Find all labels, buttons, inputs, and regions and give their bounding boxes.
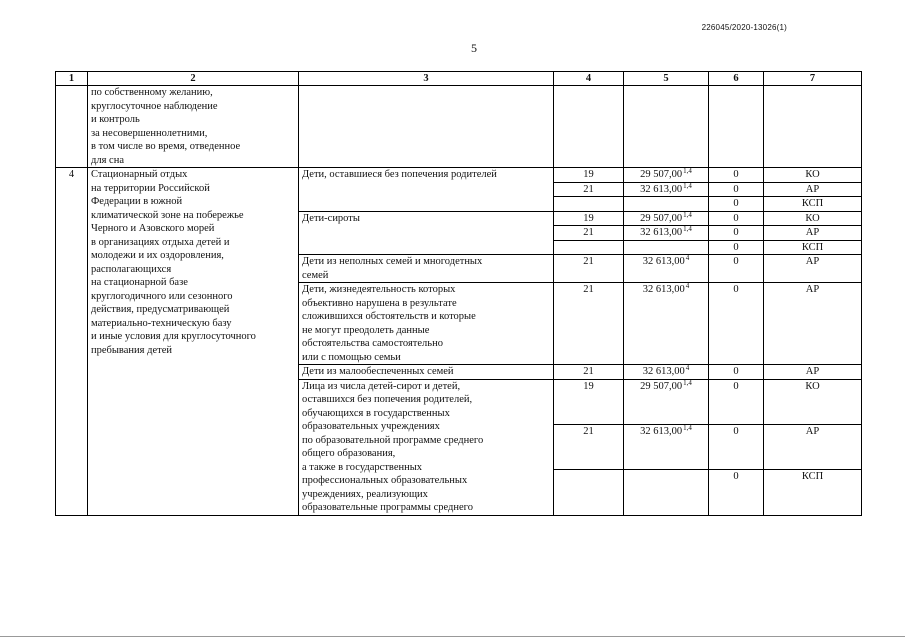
footnote-reference: 1,4 xyxy=(683,423,692,432)
provider-code: АР xyxy=(764,283,862,365)
column-header: 2 xyxy=(88,72,299,86)
recipient-category: Дети из малообеспеченных семей xyxy=(299,365,554,380)
table-cell xyxy=(299,86,554,168)
duration-days: 19 xyxy=(554,211,624,226)
provider-code: АР xyxy=(764,226,862,241)
duration-days: 21 xyxy=(554,255,624,283)
continuation-row xyxy=(56,86,862,168)
cost-cell xyxy=(624,226,709,241)
cost-value: 32 613,00 xyxy=(642,366,685,377)
table-cell xyxy=(764,86,862,168)
copayment-value: 0 xyxy=(709,197,764,212)
table-cell xyxy=(709,86,764,168)
duration-days xyxy=(554,197,624,212)
copayment-value: 0 xyxy=(709,424,764,469)
provider-code: КО xyxy=(764,211,862,226)
cost-cell xyxy=(624,168,709,183)
service-description: Стационарный отдых на территории Российской Федерации в южной климатической зоне на побережье Черного и Азовского морей в организациях отдыха детей и молодежи и их оздоровления, располагающихся на стационарной базе круглогодичного или сезонного действия, предусматривающей материально-техническую базу и иные условия для круглосуточного пребывания детей xyxy=(88,168,299,516)
table-cell xyxy=(56,86,88,168)
cost-value: 32 613,00 xyxy=(642,284,685,295)
cost-cell xyxy=(624,240,709,255)
duration-days xyxy=(554,470,624,515)
document-registration-number: 226045/2020-13026(1) xyxy=(701,23,787,32)
cost-value: 29 507,00 xyxy=(640,169,683,180)
cost-cell xyxy=(624,197,709,212)
cost-value: 32 613,00 xyxy=(640,183,683,195)
copayment-value: 0 xyxy=(709,240,764,255)
footnote-reference: 4 xyxy=(685,282,690,290)
duration-days: 19 xyxy=(554,168,624,183)
duration-days xyxy=(554,240,624,255)
duration-days: 21 xyxy=(554,226,624,241)
footnote-reference: 1,4 xyxy=(683,210,692,219)
cost-value: 29 507,00 xyxy=(640,212,683,224)
column-header: 5 xyxy=(624,72,709,86)
column-header: 7 xyxy=(764,72,862,86)
provider-code: АР xyxy=(764,255,862,283)
table-cell xyxy=(624,86,709,168)
cost-cell xyxy=(624,255,709,283)
copayment-value: 0 xyxy=(709,470,764,515)
duration-days: 21 xyxy=(554,424,624,469)
page-bottom-rule xyxy=(0,636,905,637)
provider-code: КО xyxy=(764,168,862,183)
cost-cell xyxy=(624,470,709,515)
provider-code: КСП xyxy=(764,470,862,515)
provider-code: АР xyxy=(764,182,862,197)
copayment-value: 0 xyxy=(709,365,764,380)
cost-cell xyxy=(624,379,709,424)
provider-code: КО xyxy=(764,379,862,424)
cost-value: 32 613,00 xyxy=(640,425,683,437)
copayment-value: 0 xyxy=(709,283,764,365)
copayment-value: 0 xyxy=(709,226,764,241)
cost-value: 29 507,00 xyxy=(640,380,683,392)
cost-value: 32 613,00 xyxy=(642,256,685,267)
table-row xyxy=(56,168,862,183)
recipient-category: Лица из числа детей-сирот и детей, оставшихся без попечения родителей, обучающихся в государственных образовательных учреждениях по образовательной программе среднего общего образования, а также в государственных профессиональных образовательных учреждениях, реализующих образовательные программы среднего xyxy=(299,379,554,515)
footnote-reference: 4 xyxy=(685,254,690,262)
cost-value: 32 613,00 xyxy=(640,227,683,238)
cost-cell xyxy=(624,182,709,197)
duration-days: 21 xyxy=(554,365,624,380)
duration-days: 21 xyxy=(554,182,624,197)
column-number-header-row xyxy=(56,72,862,86)
cost-cell xyxy=(624,283,709,365)
column-header: 3 xyxy=(299,72,554,86)
footnote-reference: 1,4 xyxy=(683,181,692,190)
duration-days: 21 xyxy=(554,283,624,365)
tariff-table xyxy=(55,71,862,516)
cost-cell xyxy=(624,211,709,226)
cost-cell xyxy=(624,424,709,469)
service-description-continued: по собственному желанию, круглосуточное наблюдение и контроль за несовершеннолетними, в том числе во время, отведенное для сна xyxy=(88,86,299,168)
footnote-reference: 1,4 xyxy=(683,225,692,233)
provider-code: АР xyxy=(764,365,862,380)
copayment-value: 0 xyxy=(709,211,764,226)
provider-code: КСП xyxy=(764,240,862,255)
table-cell xyxy=(554,86,624,168)
copayment-value: 0 xyxy=(709,255,764,283)
footnote-reference: 4 xyxy=(685,364,690,372)
footnote-reference: 1,4 xyxy=(683,167,692,175)
cost-cell xyxy=(624,365,709,380)
row-number: 4 xyxy=(56,168,88,516)
column-header: 4 xyxy=(554,72,624,86)
recipient-category: Дети-сироты xyxy=(299,211,554,255)
provider-code: АР xyxy=(764,424,862,469)
recipient-category: Дети, оставшиеся без попечения родителей xyxy=(299,168,554,212)
recipient-category: Дети из неполных семей и многодетных семей xyxy=(299,255,554,283)
page-number: 5 xyxy=(471,41,477,55)
recipient-category: Дети, жизнедеятельность которых объективно нарушена в результате сложившихся обстоятельств и которые не могут преодолеть данные обстоятельства самостоятельно или с помощью семьи xyxy=(299,283,554,365)
copayment-value: 0 xyxy=(709,379,764,424)
copayment-value: 0 xyxy=(709,182,764,197)
copayment-value: 0 xyxy=(709,168,764,183)
duration-days: 19 xyxy=(554,379,624,424)
column-header: 1 xyxy=(56,72,88,86)
table-body xyxy=(56,86,862,516)
column-header: 6 xyxy=(709,72,764,86)
provider-code: КСП xyxy=(764,197,862,212)
footnote-reference: 1,4 xyxy=(683,378,692,387)
